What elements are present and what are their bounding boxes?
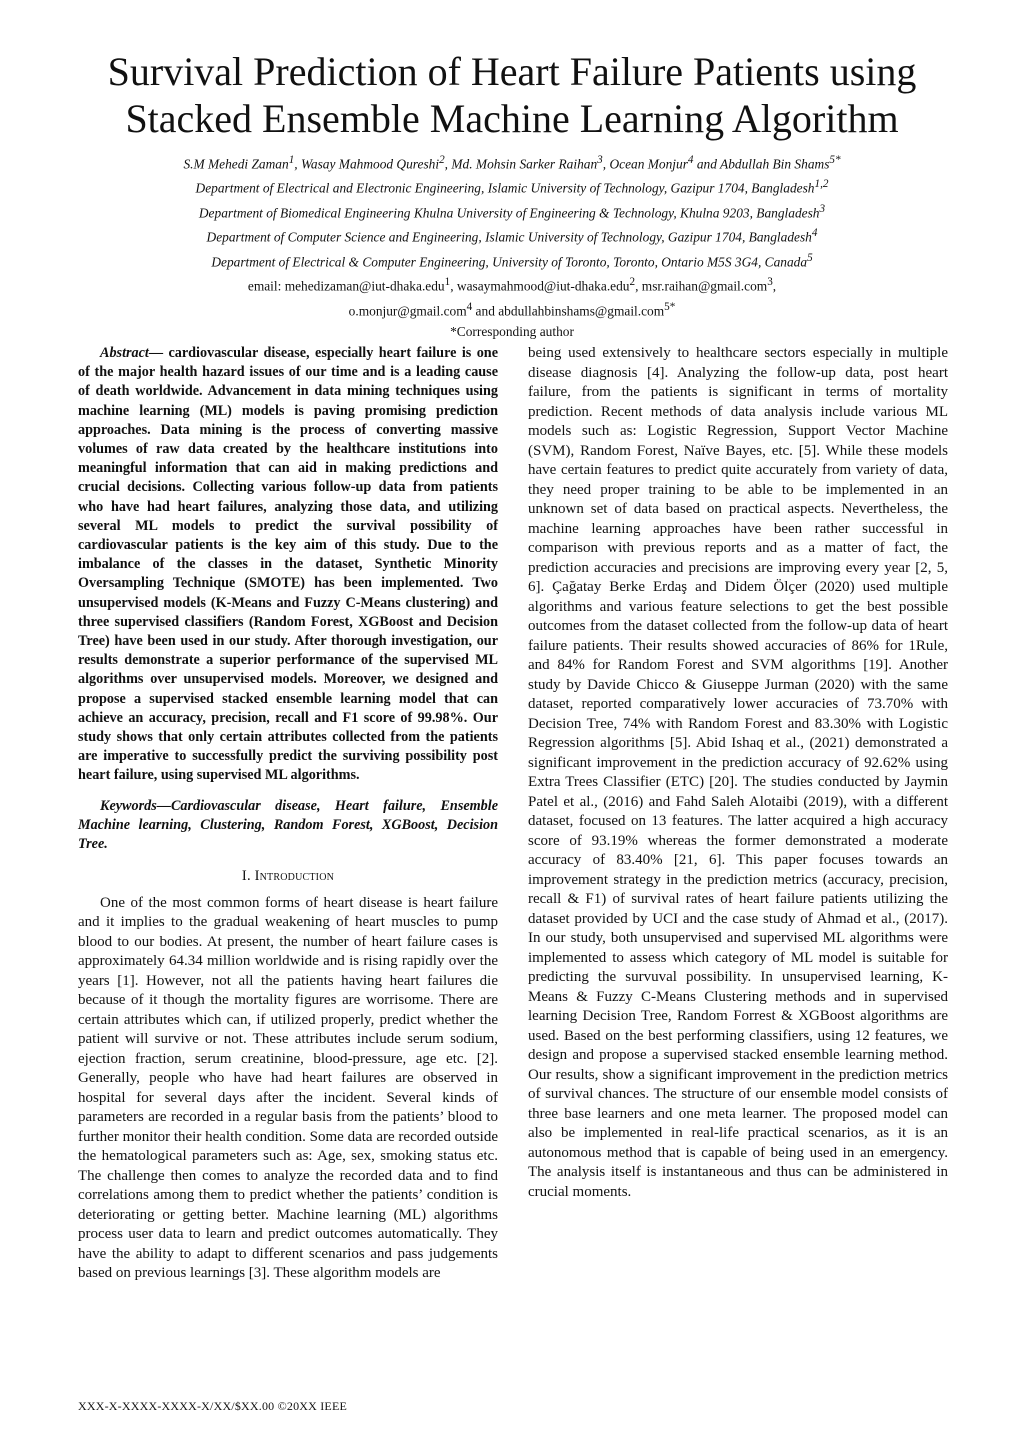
affiliation: Department of Electrical & Computer Engineering, University of Toronto, Toronto, Ontario M5S 3G4, Canada$^5$	[211, 251, 813, 270]
author-sup: 3	[597, 154, 603, 166]
author-list: S.M Mehedi Zaman$^1$, Wasay Mahmood Qureshi$^2$, Md. Mohsin Sarker Raihan$^3$, Ocean Monjur$^4$ and Abdullah Bin Shams$^{5*}$	[183, 154, 841, 172]
corresponding-note: *Corresponding author	[450, 324, 574, 340]
title-line-1: Survival Prediction of Heart Failure Patients using	[107, 49, 917, 94]
author-sup: 2	[439, 154, 445, 166]
email-link[interactable]: wasaymahmood@iut-dhaka.edu	[456, 278, 630, 294]
email-link[interactable]: o.monjur@gmail.com	[348, 303, 467, 319]
author-name: Wasay Mahmood Qureshi	[300, 156, 440, 172]
author-sup: 4	[687, 154, 694, 166]
email-line: email: mehedizaman@iut-dhaka.edu$^1$, wasaymahmood@iut-dhaka.edu$^2$, msr.raihan@gmail.com$^3$,	[247, 276, 777, 294]
title-line-2: Stacked Ensemble Machine Learning Algorithm	[125, 96, 899, 141]
author-sup: 1	[288, 154, 295, 166]
left-column	[78, 344, 498, 1284]
copyright-footer: XXX-X-XXXX-XXXX-X/XX/$XX.00 ©20XX IEEE	[78, 1399, 348, 1413]
right-column	[528, 344, 948, 1202]
author-name: Md. Mohsin Sarker Raihan	[451, 156, 598, 172]
abstract	[78, 344, 498, 786]
author-name: Abdullah Bin Shams	[720, 156, 830, 172]
abstract-label: Abstract	[100, 345, 149, 361]
section-heading: I. Introduction	[241, 868, 335, 885]
intro-paragraph-left: One of the most common forms of heart disease is heart failure and it implies to the gradual weakening of heart muscles to pump blood to our bodies. At present, the number of heart failure cases is approximately 64.34 million worldwide and is rising rapidly over the years [1]. However, not all the patients having heart failures die because of it though the mortality figures are worrisome. There are certain attributes which can, if utilized properly, predict whether the patient will survive or not. These attributes include serum sodium, ejection fraction, serum creatinine, blood-pressure, age etc. [2]. Generally, people who have had heart failures are observed in hospital for several days after the incident. Several kinds of parameters are recorded in a regular basis from the patients’ blood to further monitor their health condition. Some data are recorded outside the hematological parameters such as: Age, sex, smoking status etc. The challenge then comes to analyze the recorded data and to find correlations among them to predict whether the patients’ condition is deteriorating or getting better. Machine learning (ML) algorithms process user data to learn and predict outcomes automatically. They have the ability to adapt to different scenarios and pass judgements based on previous learnings [3]. These algorithm models are	[78, 894, 498, 1282]
email-link[interactable]: abdullahbinshams@gmail.com	[498, 303, 665, 319]
author-name: Ocean Monjur	[609, 156, 688, 172]
intro-paragraph-right: being used extensively to healthcare sectors especially in multiple disease diagnosis [4]. Analyzing the follow-up data, post heart failure, from the patients is significant in terms of mortality prediction. Recent methods of data analysis include various ML models such as: Logistic Regression, Support Vector Machine (SVM), Random Forest, Naïve Bayes, etc. [5]. While these models have certain features to predict quite accurately from variety of data, they need proper training to be able to be implemented in an unknown set of data based on practical aspects. Nevertheless, the machine learning approaches have been rather successful in comparison with previous reports and as a matter of fact, the prediction accuracies and precisions are improving every year [2, 5, 6]. Çağatay Berke Erdaş and Didem Ölçer (2020) used multiple algorithms and various feature selections to get the best possible outcomes from the dataset collected from the follow-up data of heart failure patients. Their results showed accuracies of 86% for 1Rule, and 84% for Random Forest and SVM algorithms [19]. Another study by Davide Chicco & Giuseppe Jurman (2020) with the same dataset, reported comparatively lower accuracies of 73.70% with Decision Tree, 74% with Random Forest and 83.30% with Logistic Regression algorithms [5]. Abid Ishaq et al., (2021) demonstrated a significant improvement in the prediction accuracy of 92.62% using Extra Trees Classifier (ETC) [20]. The studies conducted by Jaymin Patel et al., (2016) and Fahd Saleh Alotaibi (2019), with a different dataset, focused on 13 features. The latter acquired a high accuracy score of 93.19% whereas the former demonstrated a moderate accuracy of 83.40% [21, 6]. This paper focuses towards an improvement strategy in the prediction metrics (accuracy, precision, recall & F1) of survival rates of heart failure patients utilizing the dataset provided by UCI and the case study of Ahmad et al., (2017). In our study, both unsupervised and supervised ML algorithms were implemented to assess which category of ML model is suitable for predicting the survuval possibility. In unsupervised learning, K-Means & Fuzzy C-Means Clustering methods and in supervised learning Decision Tree, Random Forrest & XGBoost algorithms are used. Based on the best performing classifiers, using 12 features, we design and propose a supervised stacked ensemble learning method. Our results, show a significant improvement in the prediction metrics of survival chances. The structure of our ensemble model consists of three base learners and one meta learner. The proposed model can also be implemented in real-life practical scenarios, as it is an autonomous method that is capable of being used in an emergency. The analysis itself is instantaneous and thus can be administered in crucial moments.	[528, 345, 948, 1200]
affiliation: Department of Biomedical Engineering Khulna University of Engineering & Technology, Khulna 9203, Bangladesh$^3$	[198, 202, 826, 221]
email-link[interactable]: msr.raihan@gmail.com	[641, 278, 768, 294]
author-sup: 5*	[829, 154, 841, 166]
email-link[interactable]: mehedizaman@iut-dhaka.edu	[284, 278, 445, 294]
affiliation: Department of Computer Science and Engineering, Islamic University of Technology, Gazipur 1704, Bangladesh$^4$	[206, 227, 818, 245]
email-line: o.monjur@gmail.com$^4$ and abdullahbinshams@gmail.com$^{5*}$	[348, 300, 676, 319]
keywords: Keywords—Cardiovascular disease, Heart failure, Ensemble Machine learning, Clustering, Random Forest, XGBoost, Decision Tree.	[78, 797, 498, 853]
author-name: S.M Mehedi Zaman	[183, 156, 289, 172]
paper-title	[40, 48, 984, 142]
abstract-text: — cardiovascular disease, especially heart failure is one of the major health hazard issues of our time and is a leading cause of death worldwide. Advancement in data mining techniques using machine learning (ML) models is paving promising prediction approaches. Data mining is the process of converting massive volumes of raw data created by the healthcare institutions into meaningful information that can aid in making predictions and crucial decisions. Collecting various follow-up data from patients who have had heart failures, analyzing those data, and utilizing several ML models to predict the survival possibility of cardiovascular patients is the key aim of this study. Due to the imbalance of the classes in the dataset, Synthetic Minority Oversampling Technique (SMOTE) has been implemented. Two unsupervised models (K-Means and Fuzzy C-Means clustering) and three supervised classifiers (Random Forest, XGBoost and Decision Tree) have been used in our study. After thorough investigation, our results demonstrate a superior performance of the supervised ML algorithms over unsupervised models. Moreover, we designed and propose a supervised stacked ensemble learning model that can achieve an accuracy, precision, recall and F1 score of 99.98%. Our study shows that only certain attributes collected from the patients are imperative to successfully predict the surviving possibility post heart failure, using supervised ML algorithms.	[78, 345, 498, 784]
author-block	[40, 150, 984, 342]
affiliation: Department of Electrical and Electronic Engineering, Islamic University of Technology, Gazipur 1704, Bangladesh$^{1,2}$	[195, 178, 829, 196]
